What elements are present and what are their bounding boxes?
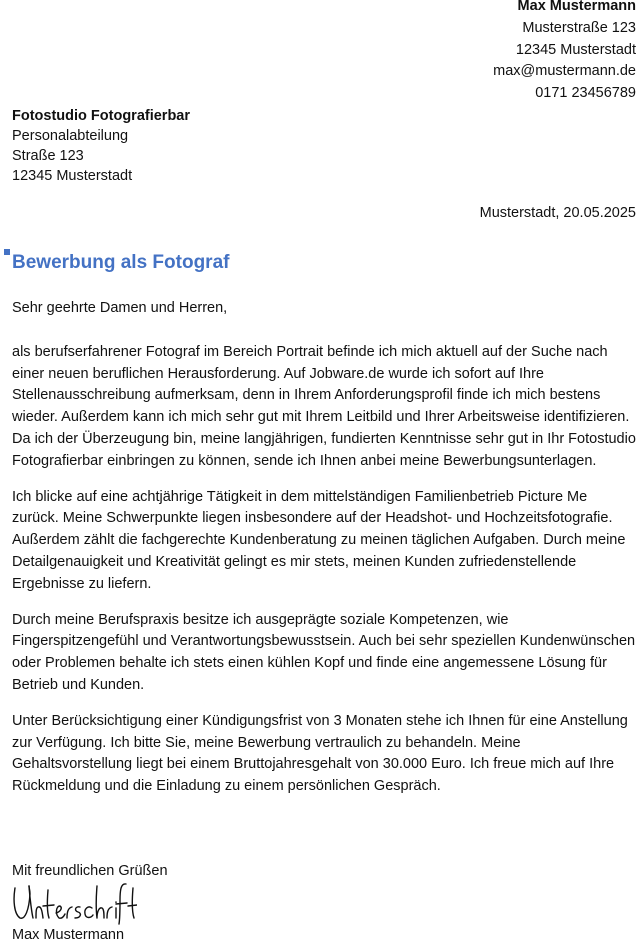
letter-body: [12, 298, 636, 812]
sender-city: 12345 Musterstadt: [515, 41, 636, 58]
letter-date: Musterstadt, 20.05.2025: [479, 205, 636, 221]
handwritten-signature: [12, 880, 137, 926]
recipient-company: Fotostudio Fotografierbar: [12, 108, 191, 124]
sender-name: Max Mustermann: [517, 0, 636, 14]
subject-accent-mark: [4, 249, 10, 255]
body-paragraph-3: Durch meine Berufspraxis besitze ich ausgeprägte soziale Kompetenzen, wie Fingerspitzengefühl und Verantwortungsbewusstsein. Auch bei sehr speziellen Kundenwünschen oder Problemen behalte ich stets einen kühlen Kopf und finde eine angemessene Lösung für Betrieb und Kunden.: [12, 611, 636, 693]
salutation: Sehr geehrte Damen und Herren,: [12, 300, 228, 316]
recipient-street: Straße 123: [12, 148, 84, 164]
closing: Mit freundlichen Grüßen: [12, 863, 168, 879]
sender-phone: 0171 23456789: [535, 85, 636, 102]
sender-email: max@mustermann.de: [493, 63, 636, 80]
body-paragraph-4: Unter Berücksichtigung einer Kündigungsfrist von 3 Monaten stehe ich Ihnen für eine Anstellung zur Verfügung. Ich bitte Sie, meine Bewerbung vertraulich zu behandeln. Meine Gehaltsvorstellung liegt bei einem Bruttojahresgehalt von 30.000 Euro. Ich freue mich auf Ihre Rückmeldung und die Einladung zu einem persönlichen Gespräch.: [12, 712, 628, 795]
letter-subject: Bewerbung als Fotograf: [12, 252, 230, 273]
signature-text: Unterschrift: [12, 880, 18, 881]
recipient-block: [12, 106, 190, 186]
signature-name: Max Mustermann: [12, 927, 125, 943]
sender-block: [493, 0, 636, 105]
body-paragraph-2: Ich blicke auf eine achtjährige Tätigkeit in dem mittelständigen Familienbetrieb Picture Me zurück. Meine Schwerpunkte liegen insbesondere auf der Headshot- und Hochzeitsfotografie. Außerdem zählt die fachgerechte Kundenberatung zu meinen täglichen Aufgaben. Durch meine Detailgenauigkeit und Kreativität gelingt es mir stets, meinen Kunden zufriedenstellende Ergebnisse zu liefern.: [12, 488, 626, 592]
sender-street: Musterstraße 123: [522, 19, 636, 36]
recipient-city: 12345 Musterstadt: [12, 168, 133, 184]
recipient-department: Personalabteilung: [12, 128, 129, 144]
body-paragraph-1: als berufserfahrener Fotograf im Bereich Portrait befinde ich mich aktuell auf der Suche nach einer neuen beruflichen Herausforderung. Auf Jobware.de wurde ich sofort auf Ihre Stellenausschreibung aufmerksam, denn in Ihrem Anforderungsprofil finde ich mich bestens wieder. Außerdem kann ich mich sehr gut mit Ihrem Leitbild und Ihrer Arbeitsweise identifizieren. Da ich der Überzeugung bin, meine langjährigen, fundierten Kenntnisse sehr gut in Ihr Fotostudio Fotografierbar einbringen zu können, sende ich Ihnen anbei meine Bewerbungsunterlagen.: [12, 343, 636, 469]
